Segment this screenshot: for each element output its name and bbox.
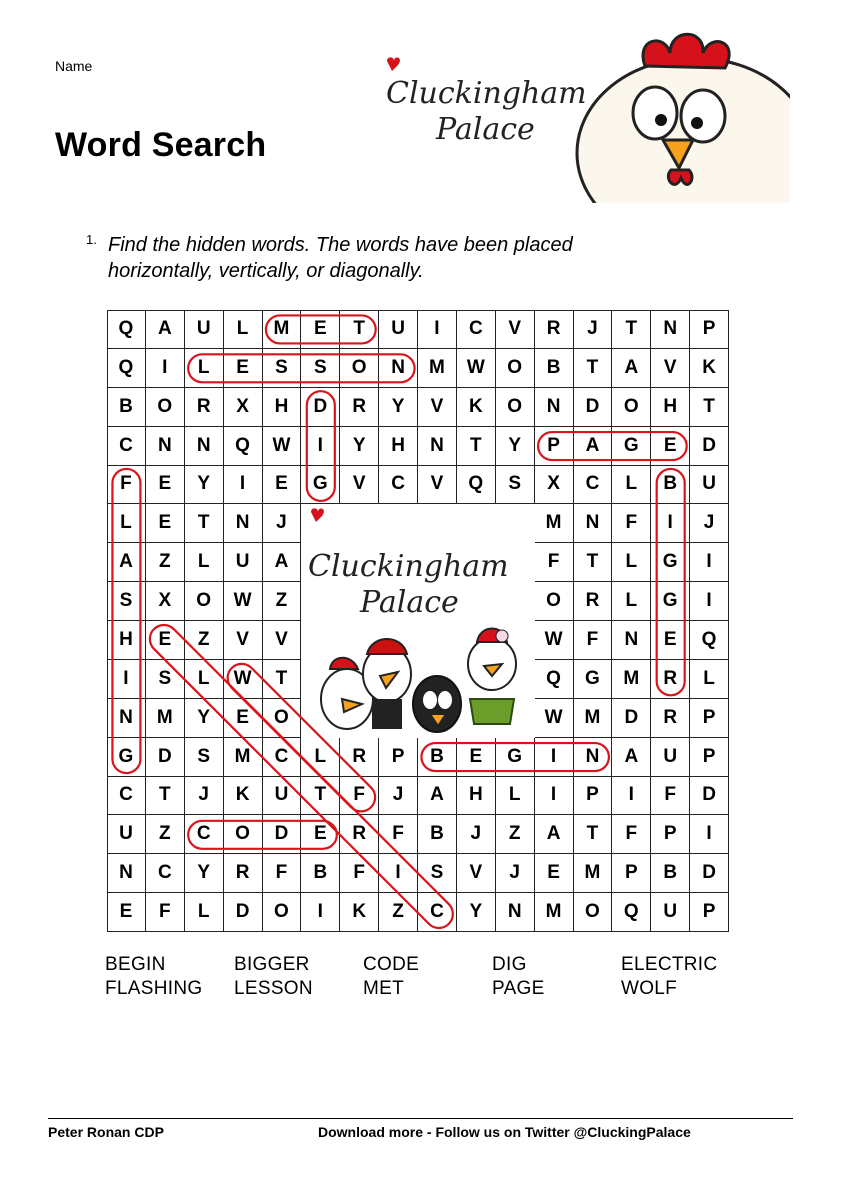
grid-cell: C	[107, 777, 146, 816]
grid-cell: T	[574, 815, 613, 854]
grid-cell: L	[107, 504, 146, 543]
grid-cell: R	[340, 738, 379, 777]
grid-cell: R	[340, 388, 379, 427]
grid-cell: F	[107, 466, 146, 505]
grid-cell: F	[574, 621, 613, 660]
grid-cell: E	[301, 815, 340, 854]
grid-cell: L	[185, 660, 224, 699]
grid-cell: J	[379, 777, 418, 816]
name-label: Name	[55, 58, 93, 74]
grid-cell: X	[146, 582, 185, 621]
grid-cell: S	[301, 349, 340, 388]
grid-cell: G	[574, 660, 613, 699]
grid-cell: V	[224, 621, 263, 660]
grid-cell: J	[690, 504, 729, 543]
grid-cell: G	[301, 466, 340, 505]
grid-cell: H	[651, 388, 690, 427]
chicken-mascot-image	[575, 28, 790, 203]
grid-cell: L	[612, 582, 651, 621]
grid-cell: O	[263, 893, 302, 932]
grid-cell: O	[340, 349, 379, 388]
grid-cell: P	[651, 815, 690, 854]
grid-cell: W	[535, 699, 574, 738]
grid-cell: V	[457, 854, 496, 893]
grid-cell: S	[263, 349, 302, 388]
grid-cell: I	[379, 854, 418, 893]
grid-cell: M	[535, 893, 574, 932]
grid-cell: F	[340, 854, 379, 893]
grid-cell: W	[224, 582, 263, 621]
grid-cell: N	[496, 893, 535, 932]
grid-cell: V	[651, 349, 690, 388]
grid-cell: A	[612, 349, 651, 388]
grid-cell: S	[185, 738, 224, 777]
brand-line-1: Cluckingham	[386, 76, 587, 111]
grid-cell: Q	[107, 310, 146, 349]
center-illustration	[302, 504, 535, 737]
grid-cell: U	[263, 777, 302, 816]
grid-cell: I	[651, 504, 690, 543]
grid-cell: P	[535, 427, 574, 466]
grid-cell: E	[301, 310, 340, 349]
grid-cell: H	[457, 777, 496, 816]
grid-cell: O	[146, 388, 185, 427]
cluckingham-palace-logo	[382, 55, 602, 155]
word-list-item: WOLF	[621, 978, 678, 999]
grid-cell: O	[263, 699, 302, 738]
grid-cell: K	[224, 777, 263, 816]
grid-cell: I	[418, 310, 457, 349]
grid-cell: L	[185, 349, 224, 388]
grid-cell: H	[379, 427, 418, 466]
grid-cell: N	[612, 621, 651, 660]
grid-cell: F	[651, 777, 690, 816]
grid-cell: L	[185, 893, 224, 932]
grid-cell: C	[185, 815, 224, 854]
grid-cell: M	[418, 349, 457, 388]
grid-cell: A	[418, 777, 457, 816]
grid-cell: Q	[612, 893, 651, 932]
grid-cell: L	[301, 738, 340, 777]
grid-cell: W	[535, 621, 574, 660]
word-list-item: FLASHING	[105, 978, 203, 999]
grid-cell: R	[340, 815, 379, 854]
grid-cell: O	[535, 582, 574, 621]
grid-cell: T	[574, 349, 613, 388]
grid-cell: N	[651, 310, 690, 349]
grid-cell: M	[535, 504, 574, 543]
grid-cell: R	[651, 660, 690, 699]
heart-icon	[387, 57, 400, 71]
chickens-illustration	[302, 504, 535, 737]
grid-cell: L	[690, 660, 729, 699]
grid-cell: N	[185, 427, 224, 466]
page-title: Word Search	[55, 126, 267, 164]
question-instructions	[108, 232, 708, 284]
grid-cell: D	[146, 738, 185, 777]
grid-cell: Y	[496, 427, 535, 466]
grid-cell: L	[612, 543, 651, 582]
grid-cell: U	[107, 815, 146, 854]
grid-cell: M	[574, 854, 613, 893]
grid-cell: X	[224, 388, 263, 427]
grid-cell: L	[185, 543, 224, 582]
grid-cell: T	[574, 543, 613, 582]
grid-cell: I	[301, 893, 340, 932]
grid-cell: T	[146, 777, 185, 816]
grid-cell: F	[612, 504, 651, 543]
grid-cell: Z	[263, 582, 302, 621]
grid-cell: Z	[379, 893, 418, 932]
footer-follow-text: Download more - Follow us on Twitter @CluckingPalace	[318, 1124, 691, 1140]
grid-cell: J	[457, 815, 496, 854]
grid-cell: E	[224, 349, 263, 388]
grid-cell: I	[107, 660, 146, 699]
grid-cell: K	[457, 388, 496, 427]
grid-cell: E	[146, 504, 185, 543]
grid-cell: C	[146, 854, 185, 893]
grid-cell: A	[574, 427, 613, 466]
grid-cell: P	[690, 738, 729, 777]
word-list-item: ELECTRIC	[621, 954, 718, 975]
grid-cell: T	[340, 310, 379, 349]
grid-cell: I	[224, 466, 263, 505]
grid-cell: N	[574, 738, 613, 777]
grid-cell: T	[690, 388, 729, 427]
grid-cell: D	[690, 777, 729, 816]
grid-cell: E	[457, 738, 496, 777]
grid-cell: J	[263, 504, 302, 543]
grid-cell: G	[496, 738, 535, 777]
grid-cell: P	[574, 777, 613, 816]
grid-cell: R	[535, 310, 574, 349]
grid-cell: Y	[185, 854, 224, 893]
grid-cell: N	[379, 349, 418, 388]
grid-cell: T	[612, 310, 651, 349]
word-list-item: BEGIN	[105, 954, 166, 975]
footer-author: Peter Ronan CDP	[48, 1124, 164, 1140]
grid-cell: Y	[185, 699, 224, 738]
grid-cell: D	[690, 427, 729, 466]
grid-cell: M	[146, 699, 185, 738]
grid-cell: R	[651, 699, 690, 738]
grid-cell: E	[651, 427, 690, 466]
grid-cell: G	[651, 582, 690, 621]
grid-cell: I	[690, 815, 729, 854]
grid-cell: D	[301, 388, 340, 427]
grid-cell: C	[457, 310, 496, 349]
grid-cell: Q	[690, 621, 729, 660]
grid-cell: T	[185, 504, 224, 543]
grid-cell: O	[185, 582, 224, 621]
grid-cell: V	[340, 466, 379, 505]
grid-cell: U	[651, 738, 690, 777]
grid-cell: Z	[496, 815, 535, 854]
grid-cell: X	[535, 466, 574, 505]
grid-cell: I	[535, 738, 574, 777]
grid-cell: E	[263, 466, 302, 505]
grid-cell: B	[301, 854, 340, 893]
word-list-item: DIG	[492, 954, 527, 975]
grid-cell: E	[146, 621, 185, 660]
grid-cell: Q	[224, 427, 263, 466]
grid-cell: B	[651, 466, 690, 505]
grid-cell: D	[574, 388, 613, 427]
grid-cell: U	[690, 466, 729, 505]
grid-cell: A	[535, 815, 574, 854]
grid-cell: P	[690, 310, 729, 349]
grid-cell: Q	[535, 660, 574, 699]
grid-cell: Y	[379, 388, 418, 427]
grid-cell: O	[574, 893, 613, 932]
grid-cell: D	[263, 815, 302, 854]
grid-cell: Y	[457, 893, 496, 932]
grid-cell: A	[612, 738, 651, 777]
grid-cell: N	[146, 427, 185, 466]
grid-cell: W	[224, 660, 263, 699]
grid-cell: A	[107, 543, 146, 582]
grid-cell: T	[263, 660, 302, 699]
grid-cell: H	[263, 388, 302, 427]
question-number: 1.	[86, 232, 97, 247]
grid-cell: E	[651, 621, 690, 660]
grid-cell: B	[418, 815, 457, 854]
grid-cell: S	[418, 854, 457, 893]
grid-cell: Y	[340, 427, 379, 466]
grid-cell: M	[224, 738, 263, 777]
grid-cell: U	[224, 543, 263, 582]
grid-cell: C	[574, 466, 613, 505]
grid-cell: N	[574, 504, 613, 543]
grid-cell: Q	[457, 466, 496, 505]
grid-cell: F	[146, 893, 185, 932]
grid-cell: R	[185, 388, 224, 427]
instruction-line-2: horizontally, vertically, or diagonally.	[108, 260, 424, 282]
grid-cell: E	[224, 699, 263, 738]
grid-cell: N	[418, 427, 457, 466]
grid-cell: V	[496, 310, 535, 349]
grid-cell: U	[185, 310, 224, 349]
grid-cell: U	[379, 310, 418, 349]
grid-cell: Y	[185, 466, 224, 505]
grid-cell: S	[107, 582, 146, 621]
word-list-item: MET	[363, 978, 405, 999]
brand-line-2: Palace	[436, 112, 535, 147]
grid-cell: V	[263, 621, 302, 660]
grid-cell: V	[418, 466, 457, 505]
grid-cell: W	[457, 349, 496, 388]
word-list-item: BIGGER	[234, 954, 310, 975]
grid-cell: B	[418, 738, 457, 777]
grid-cell: Z	[146, 543, 185, 582]
grid-cell: O	[612, 388, 651, 427]
grid-cell: W	[263, 427, 302, 466]
grid-cell: O	[496, 388, 535, 427]
grid-cell: B	[535, 349, 574, 388]
grid-cell: B	[651, 854, 690, 893]
grid-cell: C	[107, 427, 146, 466]
grid-cell: D	[224, 893, 263, 932]
grid-cell: I	[690, 582, 729, 621]
grid-cell: J	[185, 777, 224, 816]
grid-cell: M	[574, 699, 613, 738]
grid-cell: R	[224, 854, 263, 893]
grid-cell: N	[107, 854, 146, 893]
grid-cell: F	[340, 777, 379, 816]
grid-cell: F	[263, 854, 302, 893]
grid-cell: O	[224, 815, 263, 854]
grid-cell: G	[107, 738, 146, 777]
grid-cell: I	[612, 777, 651, 816]
grid-cell: L	[496, 777, 535, 816]
grid-cell: K	[340, 893, 379, 932]
grid-cell: Q	[107, 349, 146, 388]
grid-cell: E	[535, 854, 574, 893]
grid-cell: C	[418, 893, 457, 932]
grid-cell: P	[690, 893, 729, 932]
word-list-item: PAGE	[492, 978, 545, 999]
center-brand-line-2: Palace	[360, 585, 459, 620]
grid-cell: F	[612, 815, 651, 854]
grid-cell: O	[496, 349, 535, 388]
grid-cell: N	[535, 388, 574, 427]
grid-cell: M	[612, 660, 651, 699]
grid-cell: J	[574, 310, 613, 349]
grid-cell: N	[224, 504, 263, 543]
grid-cell: C	[379, 466, 418, 505]
grid-cell: J	[496, 854, 535, 893]
grid-cell: D	[690, 854, 729, 893]
grid-cell: N	[107, 699, 146, 738]
grid-cell: P	[612, 854, 651, 893]
grid-cell: A	[263, 543, 302, 582]
grid-cell: I	[690, 543, 729, 582]
grid-cell: B	[107, 388, 146, 427]
grid-cell: Z	[146, 815, 185, 854]
grid-cell: I	[146, 349, 185, 388]
instruction-line-1: Find the hidden words. The words have been placed	[108, 234, 573, 256]
grid-cell: R	[574, 582, 613, 621]
center-brand-line-1: Cluckingham	[308, 549, 509, 584]
grid-cell: P	[690, 699, 729, 738]
word-list-item: LESSON	[234, 978, 313, 999]
grid-cell: G	[651, 543, 690, 582]
grid-cell: E	[107, 893, 146, 932]
grid-cell: I	[535, 777, 574, 816]
grid-cell: C	[263, 738, 302, 777]
grid-cell: H	[107, 621, 146, 660]
grid-cell: V	[418, 388, 457, 427]
grid-cell: U	[651, 893, 690, 932]
grid-cell: T	[301, 777, 340, 816]
grid-cell: T	[457, 427, 496, 466]
grid-cell: S	[146, 660, 185, 699]
word-list-item: CODE	[363, 954, 420, 975]
heart-icon	[311, 508, 324, 522]
grid-cell: G	[612, 427, 651, 466]
grid-cell: P	[379, 738, 418, 777]
grid-cell: I	[301, 427, 340, 466]
grid-cell: S	[496, 466, 535, 505]
grid-cell: L	[612, 466, 651, 505]
grid-cell: F	[379, 815, 418, 854]
grid-cell: L	[224, 310, 263, 349]
grid-cell: E	[146, 466, 185, 505]
grid-cell: F	[535, 543, 574, 582]
grid-cell: A	[146, 310, 185, 349]
footer-divider	[48, 1118, 793, 1119]
grid-cell: K	[690, 349, 729, 388]
grid-cell: D	[612, 699, 651, 738]
grid-cell: M	[263, 310, 302, 349]
grid-cell: Z	[185, 621, 224, 660]
